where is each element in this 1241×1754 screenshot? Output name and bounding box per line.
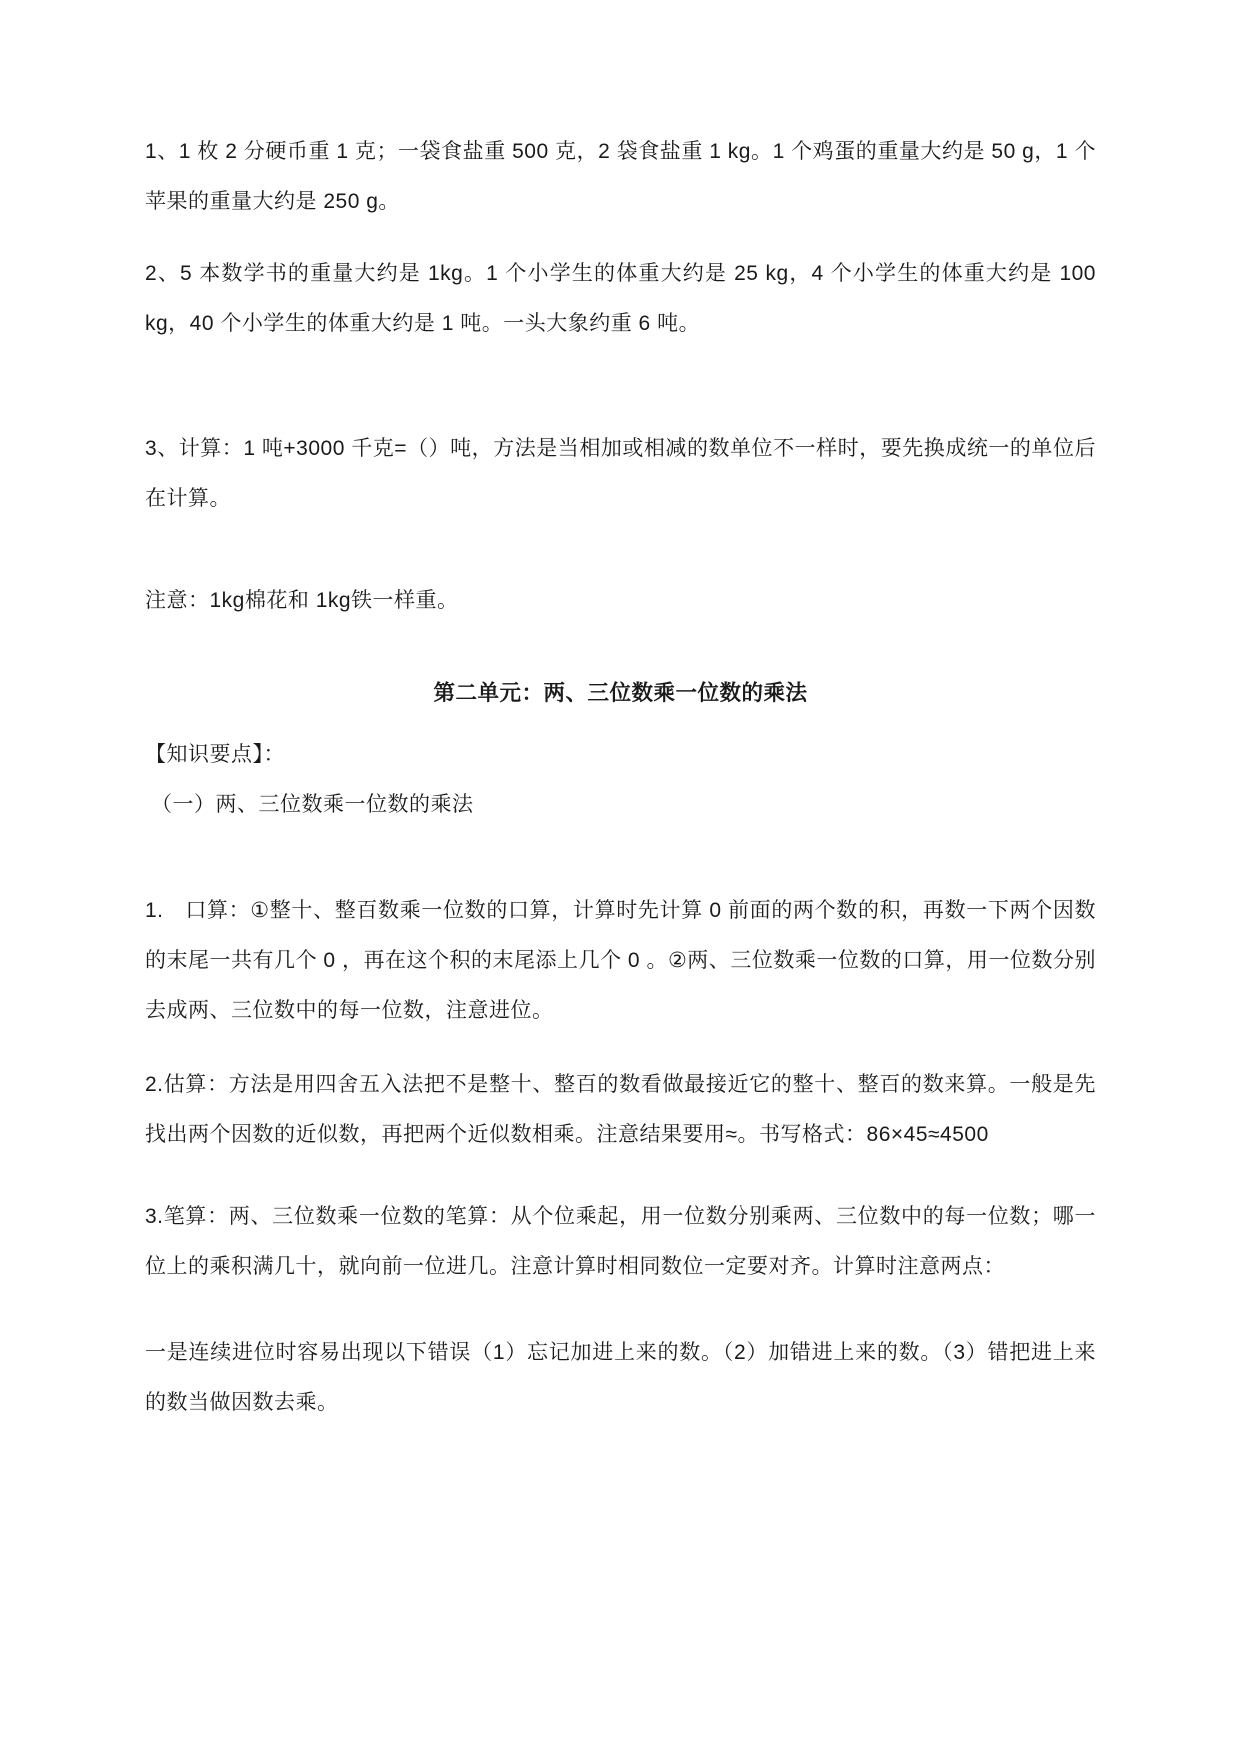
paragraph-estimation: 2.估算：方法是用四舍五入法把不是整十、整百的数看做最接近它的整十、整百的数来算。一般是先找出两个因数的近似数，再把两个近似数相乘。注意结果要用≈。书写格式：86×45≈4500 bbox=[145, 1073, 1096, 1146]
paragraph-common-errors: 一是连续进位时容易出现以下错误（1）忘记加进上来的数。（2）加错进上来的数。（3）错把进上来的数当做因数去乘。 bbox=[145, 1341, 1096, 1414]
paragraph-oral-calculation: 1. 口算：①整十、整百数乘一位数的口算，计算时先计算 0 前面的两个数的积，再数一下两个因数的末尾一共有几个 0 ，再在这个积的末尾添上几个 0 。②两、三位数乘一位数的口算，用一位数分别去成两、三位数中的每一位数，注意进位。 bbox=[145, 899, 1096, 1022]
paragraph-weights-coin-salt: 1、1 枚 2 分硬币重 1 克；一袋食盐重 500 克，2 袋食盐重 1 kg。1 个鸡蛋的重量大约是 50 g，1 个苹果的重量大约是 250 g。 bbox=[145, 140, 1096, 213]
subheading-multiplication: （一）两、三位数乘一位数的乘法 bbox=[151, 793, 474, 816]
paragraph-note-cotton-iron: 注意：1kg棉花和 1kg铁一样重。 bbox=[145, 589, 459, 612]
heading-key-points: 【知识要点】： bbox=[145, 743, 285, 766]
paragraph-calculation-ton-kilogram: 3、计算：1 吨+3000 千克=（）吨，方法是当相加或相减的数单位不一样时，要先换成统一的单位后在计算。 bbox=[145, 437, 1096, 510]
section-title-unit2: 第二单元：两、三位数乘一位数的乘法 bbox=[433, 681, 808, 705]
paragraph-written-calculation: 3.笔算：两、三位数乘一位数的笔算：从个位乘起，用一位数分别乘两、三位数中的每一位数；哪一位上的乘积满几十，就向前一位进几。注意计算时相同数位一定要对齐。计算时注意两点： bbox=[145, 1205, 1096, 1278]
paragraph-weights-books-students: 2、5 本数学书的重量大约是 1kg。1 个小学生的体重大约是 25 kg，4 个小学生的体重大约是 100 kg，40 个小学生的体重大约是 1 吨。一头大象约重 6 吨。 bbox=[145, 262, 1096, 335]
